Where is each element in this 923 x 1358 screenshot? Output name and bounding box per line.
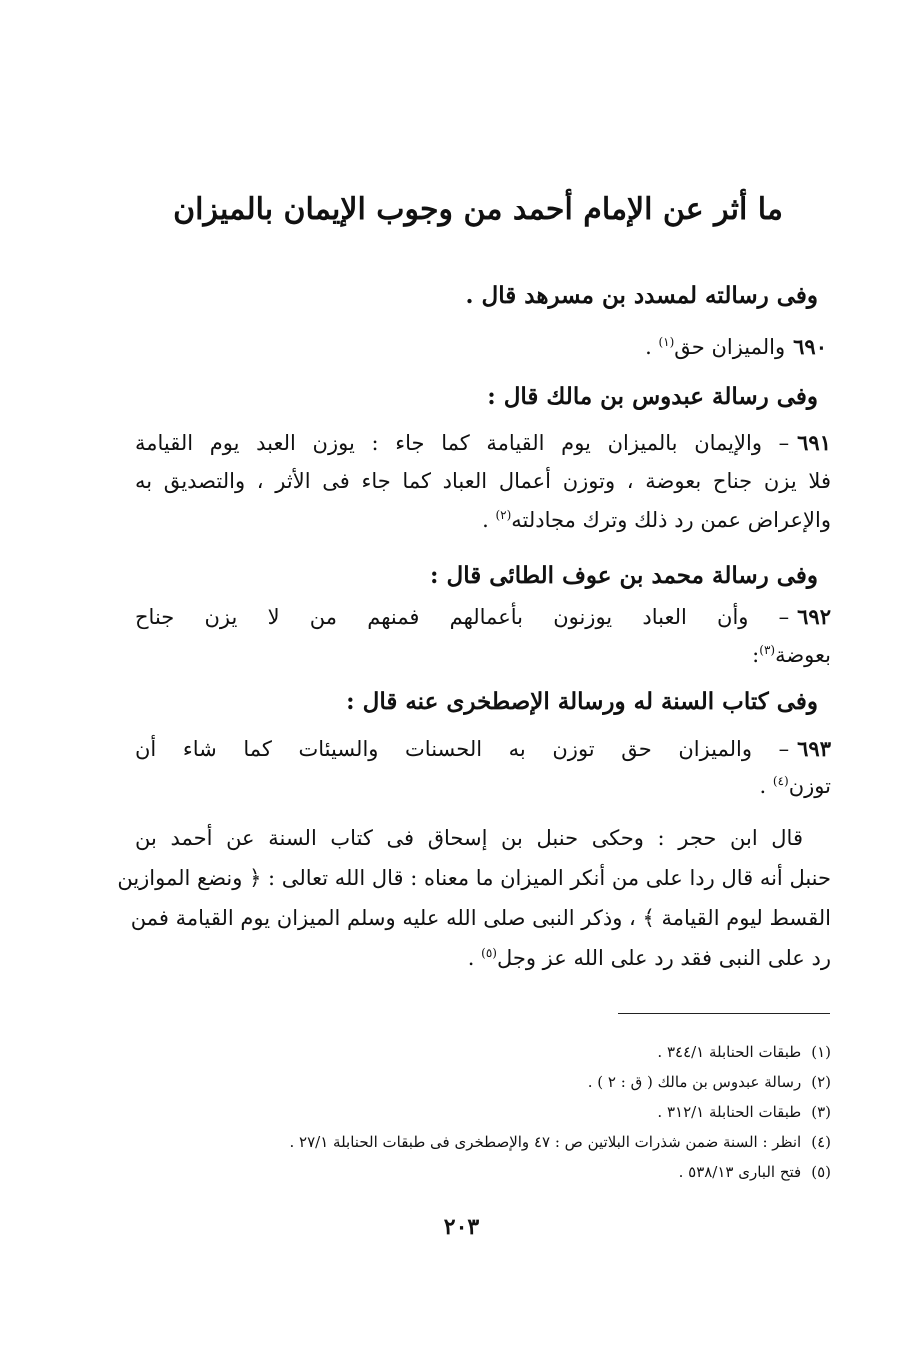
ibn-hajar-line-1: قال ابن حجر : وحكى حنبل بن إسحاق فى كتاب السنة عن أحمد بن — [135, 826, 803, 850]
section-heading-sunna-istakhri: وفى كتاب السنة له ورسالة الإصطخرى عنه قال : — [346, 688, 818, 715]
footnote-text: طبقات الحنابلة ٣٤٤/١ . — [657, 1043, 802, 1061]
footnote-text: طبقات الحنابلة ٣١٢/١ . — [657, 1103, 802, 1121]
paragraph-691-line-3 — [135, 508, 831, 533]
paragraph-691-line-1 — [135, 430, 831, 456]
footnote-1 — [657, 1043, 831, 1061]
paragraph-692-line-1 — [135, 604, 831, 630]
footnote-ref: (٥) — [481, 946, 497, 960]
footnote-ref: (٣) — [759, 643, 776, 657]
item-number: ٦٩٢ — [797, 604, 831, 629]
ibn-hajar-line-2: حنبل أنه قال ردا على من أنكر الميزان ما معناه : قال الله تعالى : ﴿ ونضع الموازين — [117, 866, 831, 890]
punctuation: . — [759, 774, 767, 798]
paragraph-text: توزن — [788, 774, 831, 798]
footnote-number: (١) — [811, 1043, 831, 1061]
footnote-ref: (٤) — [772, 774, 789, 788]
ibn-hajar-line-3: القسط ليوم القيامة ﴾ ، وذكر النبى صلى الله عليه وسلم الميزان يوم القيامة فمن — [130, 906, 831, 930]
paragraph-693-line-2 — [135, 774, 831, 799]
item-number: ٦٩١ — [797, 430, 831, 455]
paragraph-text: – والإيمان بالميزان يوم القيامة كما جاء : يوزن العبد يوم القيامة — [135, 431, 790, 455]
punctuation: : — [752, 643, 760, 667]
paragraph-text: – وأن العباد يوزنون بأعمالهم فمنهم من لا يزن جناح — [135, 605, 790, 629]
footnote-text: انظر : السنة ضمن شذرات البلاتين ص : ٤٧ والإصطخرى فى طبقات الحنابلة ٢٧/١ . — [289, 1133, 802, 1151]
paragraph-text: رد على النبى فقد رد على الله عز وجل — [496, 946, 831, 970]
item-number: ٦٩٣ — [797, 736, 831, 761]
footnote-number: (٥) — [811, 1163, 831, 1181]
footnote-4 — [290, 1133, 832, 1151]
footnote-ref: (٢) — [495, 508, 512, 522]
section-heading-ibn-awf: وفى رسالة محمد بن عوف الطائى قال : — [430, 562, 818, 589]
paragraph-690 — [135, 334, 827, 360]
paragraph-text: والإعراض عمن رد ذلك وترك مجادلته — [511, 508, 831, 532]
ibn-hajar-line-4 — [135, 946, 831, 971]
footnote-text: فتح البارى ٥٣٨/١٣ . — [678, 1163, 802, 1181]
footnote-text: رسالة عبدوس بن مالك ( ق : ٢ ) . — [587, 1073, 802, 1091]
section-heading-musaddad: وفى رسالته لمسدد بن مسرهد قال . — [465, 282, 818, 309]
footnote-2 — [588, 1073, 831, 1091]
item-number: ٦٩٠ — [793, 334, 827, 359]
footnote-number: (٤) — [811, 1133, 831, 1151]
paragraph-text: – والميزان حق توزن به الحسنات والسيئات كما شاء أن — [135, 737, 790, 761]
paragraph-text: بعوضة — [775, 643, 831, 667]
footnote-ref: (١) — [658, 335, 675, 349]
paragraph-692-line-2 — [135, 643, 831, 668]
footnote-3 — [657, 1103, 831, 1121]
footnote-5 — [679, 1163, 831, 1181]
punctuation: . — [467, 946, 475, 970]
punctuation: . — [482, 508, 489, 532]
page-title: ما أثر عن الإمام أحمد من وجوب الإيمان بالميزان — [173, 192, 783, 227]
punctuation: . — [645, 335, 652, 359]
paragraph-691-line-2: فلا يزن جناح بعوضة ، وتوزن أعمال العباد كما جاء فى الأثر ، والتصديق به — [135, 469, 831, 493]
paragraph-693-line-1 — [135, 736, 831, 762]
section-heading-abdus: وفى رسالة عبدوس بن مالك قال : — [487, 383, 818, 410]
footnote-separator — [618, 1013, 830, 1014]
footnote-number: (٣) — [811, 1103, 831, 1121]
paragraph-text: والميزان حق — [674, 335, 786, 359]
footnote-number: (٢) — [811, 1073, 831, 1091]
page-number: ٢٠٣ — [443, 1214, 480, 1240]
